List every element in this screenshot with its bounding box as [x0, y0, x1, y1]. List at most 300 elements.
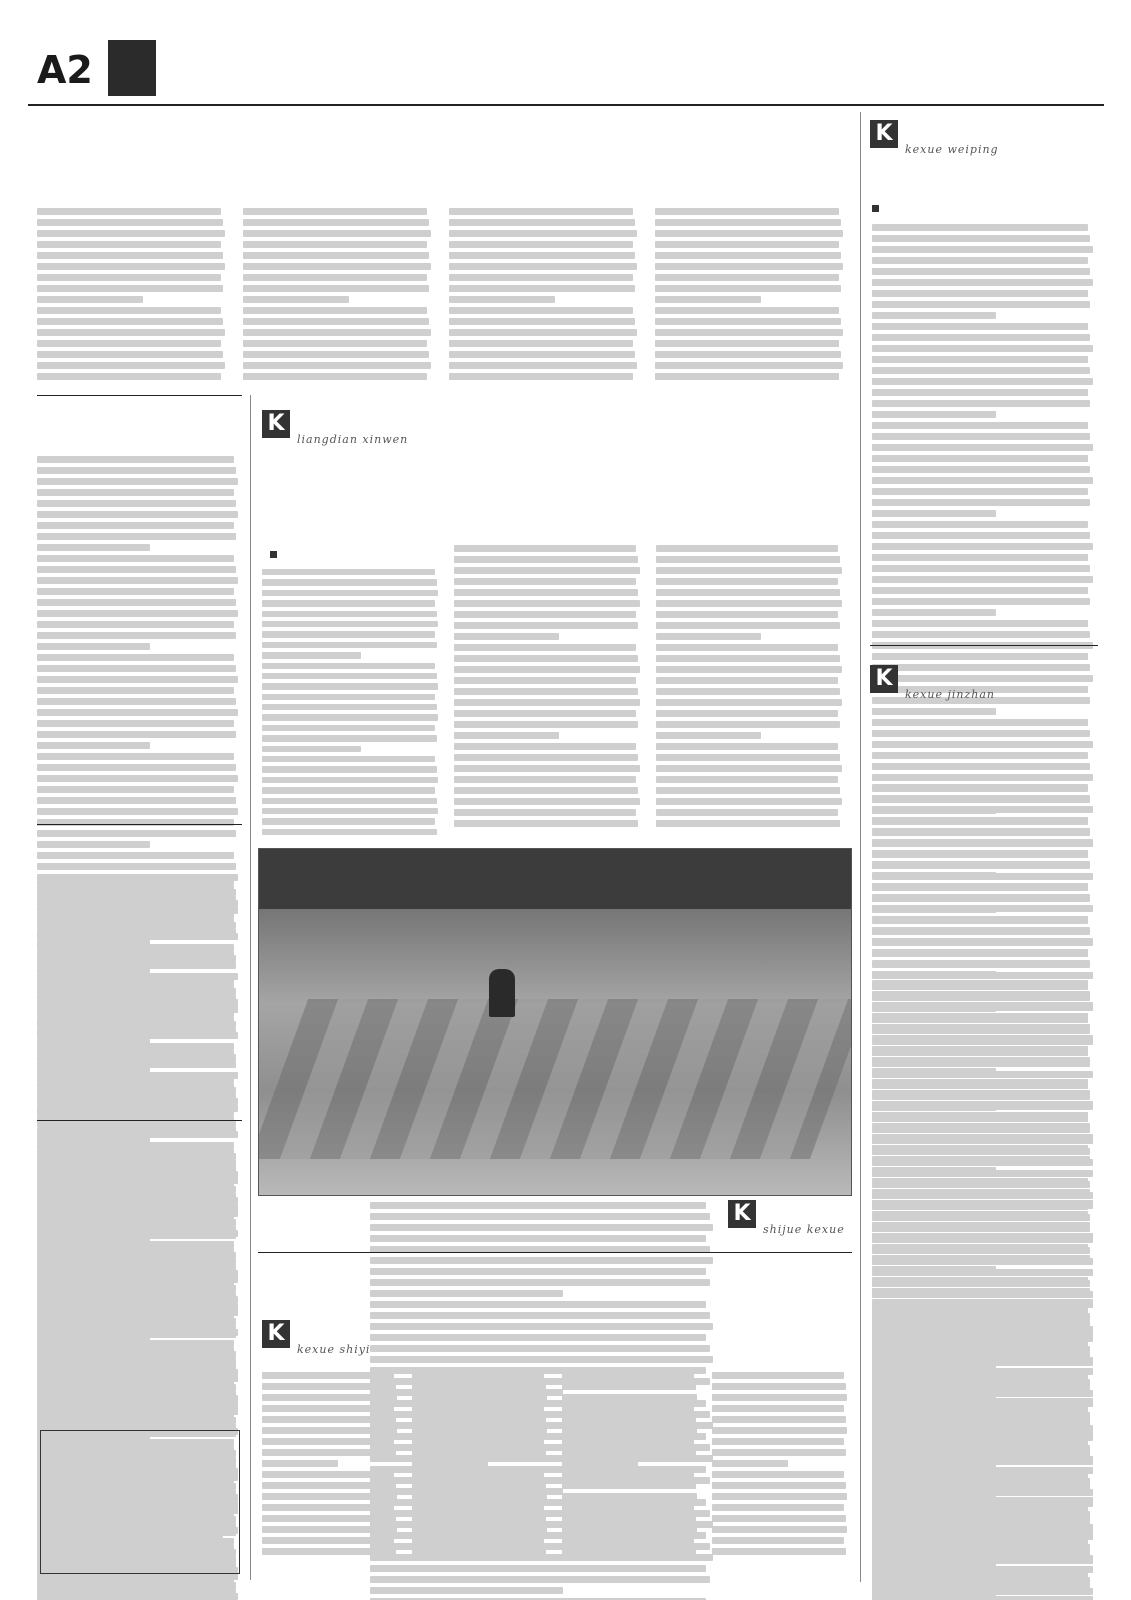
- text-line: [243, 329, 431, 336]
- text-line: [655, 318, 841, 325]
- text-line: [37, 1419, 234, 1426]
- text-line: [370, 1202, 706, 1209]
- text-line: [37, 922, 236, 929]
- text-line: [262, 1504, 394, 1511]
- text-line: [37, 1276, 238, 1283]
- text-line: [262, 1416, 396, 1423]
- text-line: [449, 318, 635, 325]
- text-line: [872, 774, 1093, 781]
- text-line: [37, 1188, 234, 1195]
- text-line: [872, 576, 1093, 583]
- text-line: [370, 1356, 713, 1363]
- text-line: [37, 577, 238, 584]
- text-line: [872, 971, 996, 978]
- text-line: [37, 1342, 150, 1349]
- text-line: [562, 1493, 697, 1500]
- text-line: [37, 830, 236, 837]
- text-line: [262, 579, 437, 585]
- text-line: [454, 787, 638, 794]
- feature-column-2: [454, 545, 644, 835]
- text-line: [454, 743, 636, 750]
- text-line: [872, 1533, 996, 1540]
- text-line: [370, 1312, 710, 1319]
- text-line: [872, 1315, 1090, 1322]
- k-logo-icon: K: [870, 665, 898, 693]
- text-line: [872, 1392, 996, 1399]
- text-line: [872, 752, 1088, 759]
- text-line: [712, 1515, 846, 1522]
- text-line: [37, 878, 234, 885]
- text-line: [262, 787, 435, 793]
- text-line: [562, 1449, 696, 1456]
- text-line: [262, 673, 437, 679]
- text-line: [872, 1304, 1088, 1311]
- text-line: [262, 621, 438, 627]
- text-line: [262, 756, 435, 762]
- text-line: [872, 883, 1088, 890]
- text-line: [454, 732, 559, 739]
- text-line: [37, 742, 150, 749]
- text-line: [562, 1460, 638, 1467]
- text-line: [262, 1482, 396, 1489]
- text-line: [872, 1381, 1090, 1388]
- shiyi-column-2: [412, 1372, 550, 1567]
- text-line: [262, 611, 437, 617]
- text-line: [37, 599, 236, 606]
- text-line: [872, 1057, 1090, 1064]
- text-line: [872, 960, 1090, 967]
- text-line: [655, 252, 841, 259]
- text-line: [872, 367, 1090, 374]
- k-logo-icon: K: [262, 410, 290, 438]
- text-line: [562, 1383, 696, 1390]
- text-line: [454, 666, 640, 673]
- text-line: [872, 763, 1090, 770]
- text-line: [412, 1482, 546, 1489]
- text-line: [872, 532, 1090, 539]
- text-line: [872, 1214, 1090, 1221]
- k-logo-icon: K: [262, 1320, 290, 1348]
- text-line: [656, 589, 840, 596]
- text-line: [872, 1326, 1093, 1333]
- text-line: [37, 588, 234, 595]
- text-line: [370, 1213, 710, 1220]
- text-line: [712, 1416, 846, 1423]
- text-line: [37, 362, 225, 369]
- text-line: [656, 655, 840, 662]
- text-line: [656, 556, 840, 563]
- text-line: [872, 466, 1090, 473]
- text-line: [872, 1467, 1093, 1474]
- text-line: [449, 252, 635, 259]
- text-line: [37, 955, 236, 962]
- text-line: [37, 241, 221, 248]
- text-line: [872, 620, 1088, 627]
- text-line: [656, 600, 842, 607]
- lead-column-1: [37, 208, 229, 388]
- photo-conveyor: [258, 999, 852, 1159]
- text-line: [872, 1024, 1090, 1031]
- text-line: [37, 944, 234, 951]
- text-line: [37, 1076, 234, 1083]
- text-line: [872, 1123, 1090, 1130]
- text-line: [37, 252, 223, 259]
- text-line: [37, 1043, 234, 1050]
- text-line: [243, 230, 431, 237]
- text-line: [872, 1079, 1088, 1086]
- text-line: [454, 754, 638, 761]
- text-line: [454, 545, 636, 552]
- text-line: [50, 1564, 223, 1571]
- text-line: [37, 1120, 236, 1127]
- text-line: [872, 795, 1090, 802]
- text-line: [37, 522, 234, 529]
- lead-column-3: [449, 208, 641, 388]
- text-line: [656, 743, 838, 750]
- text-line: [370, 1576, 710, 1583]
- text-line: [872, 345, 1093, 352]
- text-line: [872, 1500, 1093, 1507]
- text-line: [262, 569, 435, 575]
- text-line: [37, 709, 238, 716]
- text-line: [872, 1137, 1088, 1144]
- text-line: [37, 1054, 236, 1061]
- text-line: [454, 677, 636, 684]
- text-line: [872, 422, 1088, 429]
- text-line: [872, 1280, 1090, 1287]
- text-line: [872, 894, 1090, 901]
- text-line: [412, 1405, 544, 1412]
- text-line: [262, 735, 437, 741]
- text-line: [656, 809, 838, 816]
- text-line: [872, 1425, 1093, 1432]
- text-line: [454, 699, 640, 706]
- text-line: [37, 318, 223, 325]
- text-line: [872, 444, 1093, 451]
- text-line: [243, 307, 427, 314]
- text-line: [37, 698, 236, 705]
- text-line: [449, 307, 633, 314]
- photo-ceiling: [259, 849, 851, 909]
- text-line: [449, 274, 633, 281]
- text-line: [37, 511, 238, 518]
- text-line: [712, 1394, 847, 1401]
- text-line: [872, 1337, 1088, 1344]
- text-line: [37, 1166, 236, 1173]
- text-line: [262, 1405, 394, 1412]
- text-line: [872, 850, 1088, 857]
- text-line: [370, 1279, 710, 1286]
- text-line: [37, 351, 223, 358]
- liangdian-header: [262, 410, 294, 438]
- left-rule-2: [37, 824, 242, 825]
- text-line: [37, 911, 234, 918]
- text-line: [872, 1403, 1088, 1410]
- text-line: [412, 1427, 547, 1434]
- text-line: [712, 1438, 844, 1445]
- text-line: [37, 307, 221, 314]
- text-line: [872, 1456, 1090, 1463]
- text-line: [50, 1520, 226, 1527]
- text-line: [872, 916, 1088, 923]
- text-line: [370, 1257, 713, 1264]
- text-line: [412, 1438, 544, 1445]
- text-line: [370, 1587, 563, 1594]
- text-line: [37, 1375, 238, 1382]
- k-logo-icon: K: [728, 1200, 756, 1228]
- text-line: [262, 1449, 396, 1456]
- text-line: [262, 818, 435, 824]
- text-line: [656, 545, 838, 552]
- text-line: [37, 1142, 234, 1149]
- text-line: [243, 208, 427, 215]
- text-line: [37, 720, 234, 727]
- text-line: [262, 1471, 394, 1478]
- text-line: [872, 235, 1090, 242]
- text-line: [872, 1225, 996, 1232]
- text-line: [872, 1170, 1088, 1177]
- text-line: [872, 598, 1090, 605]
- column-divider-right: [860, 112, 861, 1582]
- text-line: [37, 1087, 236, 1094]
- text-line: [872, 631, 1090, 638]
- text-line: [50, 1498, 223, 1505]
- text-line: [454, 589, 638, 596]
- text-line: [712, 1449, 846, 1456]
- text-line: [37, 1221, 234, 1228]
- text-line: [37, 489, 234, 496]
- text-line: [872, 1013, 1088, 1020]
- text-line: [37, 889, 236, 896]
- text-line: [262, 652, 361, 658]
- text-line: [562, 1526, 697, 1533]
- text-line: [872, 664, 1090, 671]
- text-line: [562, 1471, 694, 1478]
- text-line: [243, 263, 431, 270]
- text-line: [37, 775, 238, 782]
- text-line: [712, 1482, 846, 1489]
- text-line: [37, 1254, 234, 1261]
- text-line: [656, 578, 838, 585]
- text-line: [449, 208, 633, 215]
- text-line: [262, 600, 435, 606]
- text-line: [656, 622, 840, 629]
- text-line: [656, 677, 838, 684]
- text-line: [37, 296, 143, 303]
- feature-body: [262, 545, 852, 835]
- text-line: [872, 1148, 1090, 1155]
- notice-body: [50, 1465, 230, 1600]
- text-line: [37, 456, 234, 463]
- text-line: [449, 263, 637, 270]
- text-line: [262, 829, 437, 835]
- text-line: [872, 1068, 996, 1075]
- text-line: [872, 708, 996, 715]
- text-line: [37, 478, 238, 485]
- text-line: [872, 1101, 1093, 1108]
- text-line: [449, 329, 637, 336]
- text-line: [872, 927, 1090, 934]
- text-line: [655, 208, 839, 215]
- text-line: [655, 362, 843, 369]
- shijue-header: [728, 1200, 760, 1228]
- text-line: [872, 861, 1090, 868]
- jinzhan-header: [870, 665, 902, 693]
- text-line: [262, 704, 437, 710]
- text-line: [562, 1416, 696, 1423]
- text-line: [37, 500, 236, 507]
- text-line: [655, 307, 839, 314]
- text-line: [712, 1504, 844, 1511]
- text-line: [262, 1515, 396, 1522]
- text-line: [562, 1438, 694, 1445]
- text-line: [872, 1445, 1088, 1452]
- text-line: [37, 808, 238, 815]
- text-line: [872, 817, 1088, 824]
- text-line: [37, 1199, 236, 1206]
- text-line: [656, 644, 838, 651]
- text-line: [37, 1331, 236, 1338]
- text-line: [454, 721, 638, 728]
- text-line: [243, 340, 427, 347]
- text-line: [872, 290, 1088, 297]
- text-line: [262, 766, 437, 772]
- text-line: [37, 208, 221, 215]
- text-line: [712, 1548, 846, 1555]
- k-logo-icon: K: [870, 120, 898, 148]
- text-line: [872, 1511, 1088, 1518]
- text-line: [872, 828, 1090, 835]
- text-line: [712, 1372, 844, 1379]
- text-line: [50, 1586, 226, 1593]
- text-line: [37, 566, 236, 573]
- text-line: [262, 1394, 397, 1401]
- text-line: [872, 675, 1093, 682]
- right-rule-1: [870, 645, 1098, 646]
- text-line: [656, 666, 842, 673]
- text-line: [370, 1224, 713, 1231]
- text-line: [872, 1090, 1090, 1097]
- text-line: [872, 1588, 1090, 1595]
- text-line: [656, 567, 842, 574]
- text-line: [872, 565, 1090, 572]
- text-line: [872, 938, 1093, 945]
- text-line: [872, 730, 1090, 737]
- text-line: [262, 798, 437, 804]
- text-line: [243, 373, 427, 380]
- text-line: [262, 694, 435, 700]
- text-line: [656, 732, 761, 739]
- text-line: [37, 1109, 234, 1116]
- text-line: [243, 219, 429, 226]
- text-line: [872, 741, 1093, 748]
- text-line: [872, 499, 1090, 506]
- text-line: [872, 246, 1093, 253]
- feature-column-3: [656, 545, 846, 835]
- text-line: [449, 296, 555, 303]
- lead-column-4: [655, 208, 847, 388]
- text-line: [872, 268, 1090, 275]
- text-line: [454, 655, 638, 662]
- text-line: [872, 839, 1093, 846]
- text-line: [872, 1258, 1093, 1265]
- text-line: [412, 1493, 547, 1500]
- text-line: [50, 1542, 225, 1549]
- text-line: [872, 301, 1090, 308]
- text-line: [872, 905, 1093, 912]
- text-line: [262, 808, 438, 814]
- text-line: [243, 362, 431, 369]
- text-line: [37, 999, 238, 1006]
- column-divider-left: [250, 395, 251, 1580]
- text-line: [50, 1465, 223, 1472]
- text-line: [412, 1548, 546, 1555]
- text-line: [656, 754, 840, 761]
- text-line: [37, 1309, 238, 1316]
- text-line: [872, 949, 1088, 956]
- text-line: [37, 1408, 238, 1415]
- text-line: [37, 1397, 236, 1404]
- lead-body: [37, 208, 849, 388]
- text-line: [454, 622, 638, 629]
- text-line: [454, 633, 559, 640]
- text-line: [262, 1548, 396, 1555]
- text-line: [262, 590, 438, 596]
- shiyi-body: [262, 1372, 852, 1567]
- text-line: [656, 611, 838, 618]
- text-line: [37, 933, 238, 940]
- text-line: [50, 1575, 225, 1582]
- text-line: [872, 389, 1088, 396]
- text-line: [37, 1098, 238, 1105]
- square-bullet-icon: [872, 205, 879, 212]
- text-line: [872, 378, 1093, 385]
- text-line: [454, 611, 636, 618]
- text-line: [562, 1548, 696, 1555]
- text-line: [37, 544, 150, 551]
- text-line: [37, 731, 236, 738]
- text-line: [37, 1320, 234, 1327]
- text-line: [656, 699, 842, 706]
- text-line: [872, 1544, 1088, 1551]
- text-line: [454, 556, 638, 563]
- text-line: [262, 746, 361, 752]
- text-line: [454, 820, 638, 827]
- text-line: [262, 663, 435, 669]
- text-line: [37, 900, 238, 907]
- text-line: [449, 362, 637, 369]
- text-line: [656, 721, 840, 728]
- text-line: [37, 1177, 238, 1184]
- text-line: [872, 1359, 1093, 1366]
- text-line: [243, 351, 429, 358]
- text-line: [37, 643, 150, 650]
- text-line: [872, 323, 1088, 330]
- text-line: [712, 1383, 846, 1390]
- text-line: [37, 764, 236, 771]
- text-line: [454, 600, 640, 607]
- text-line: [872, 224, 1088, 231]
- text-line: [655, 373, 839, 380]
- text-line: [562, 1394, 697, 1401]
- text-line: [872, 653, 1088, 660]
- text-line: [872, 510, 996, 517]
- text-line: [872, 488, 1088, 495]
- text-line: [655, 274, 839, 281]
- text-line: [872, 1203, 1088, 1210]
- text-line: [243, 318, 429, 325]
- photo-worker: [489, 969, 515, 1017]
